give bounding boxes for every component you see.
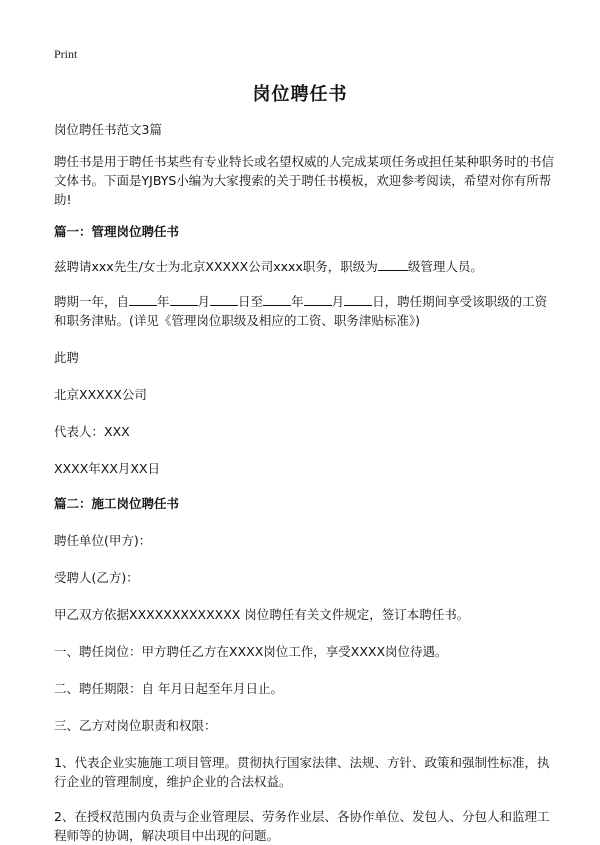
issue-date: XXXX年XX月XX日 xyxy=(54,461,161,476)
duty-item-2: 2、在授权范围内负责与企业管理层、劳务作业层、各协作单位、发包人、分包人和监理工程师等的协调，解决项目中出现的问题。 xyxy=(54,809,550,843)
intro-paragraph: 聘任书是用于聘任书某些有专业特长或名望权威的人完成某项任务或担任某种职务时的书信文体书。下面是YJBYS小编为大家搜索的关于聘任书模板，欢迎参考阅读，希望对你有所帮助! xyxy=(54,154,555,207)
clause-duties-heading: 三、乙方对岗位职责和权限： xyxy=(54,718,217,733)
section-heading-construction: 篇二：施工岗位聘任书 xyxy=(54,496,180,511)
appointment-paragraph xyxy=(54,257,554,276)
term-text-7: 日，聘任期间享受该职级的工资和职务津贴。(详见《管理岗位职级及相应的工资、职务津贴标准》) xyxy=(54,294,548,328)
blank-line xyxy=(129,293,157,306)
duty-item-1: 1、代表企业实施施工项目管理。贯彻执行国家法律、法规、方针、政策和强制性标准，执行企业的管理制度，维护企业的合法权益。 xyxy=(54,755,550,789)
blank-line xyxy=(344,293,372,306)
blank-line xyxy=(263,293,291,306)
representative: 代表人：XXX xyxy=(54,424,130,439)
print-link[interactable]: Print xyxy=(54,47,78,61)
appointment-text-start: 兹聘请xxx先生/女士为北京XXXXX公司xxxx职务，职级为 xyxy=(54,259,378,274)
blank-line xyxy=(210,293,238,306)
document-subtitle: 岗位聘任书范文3篇 xyxy=(54,122,162,137)
clause-position: 一、聘任岗位：甲方聘任乙方在XXXX岗位工作，享受XXXX岗位待遇。 xyxy=(54,644,448,659)
company-name: 北京XXXXX公司 xyxy=(54,387,147,402)
term-text-6: 月 xyxy=(331,294,345,309)
hereby-appoint: 此聘 xyxy=(54,350,80,365)
appointment-text-end: 级管理人员。 xyxy=(407,259,483,274)
document-body xyxy=(54,120,554,845)
employer-field: 聘任单位(甲方)： xyxy=(54,533,152,548)
blank-line xyxy=(304,293,332,306)
term-text-2: 年 xyxy=(157,294,170,309)
blank-line xyxy=(170,293,198,306)
term-paragraph xyxy=(54,292,554,330)
employee-field: 受聘人(乙方)： xyxy=(54,570,139,585)
basis-paragraph: 甲乙双方依据XXXXXXXXXXXXX 岗位聘任有关文件规定，签订本聘任书。 xyxy=(54,607,470,622)
blank-line xyxy=(378,258,408,271)
document-title: 岗位聘任书 xyxy=(252,84,348,105)
term-text-5: 年 xyxy=(291,294,304,309)
term-text-3: 月 xyxy=(197,294,211,309)
term-text-1: 聘期一年，自 xyxy=(54,294,130,309)
term-text-4: 日至 xyxy=(238,294,264,309)
section-heading-management: 篇一：管理岗位聘任书 xyxy=(54,224,180,239)
clause-term: 二、聘任期限：自 年月日起至年月日止。 xyxy=(54,681,283,696)
